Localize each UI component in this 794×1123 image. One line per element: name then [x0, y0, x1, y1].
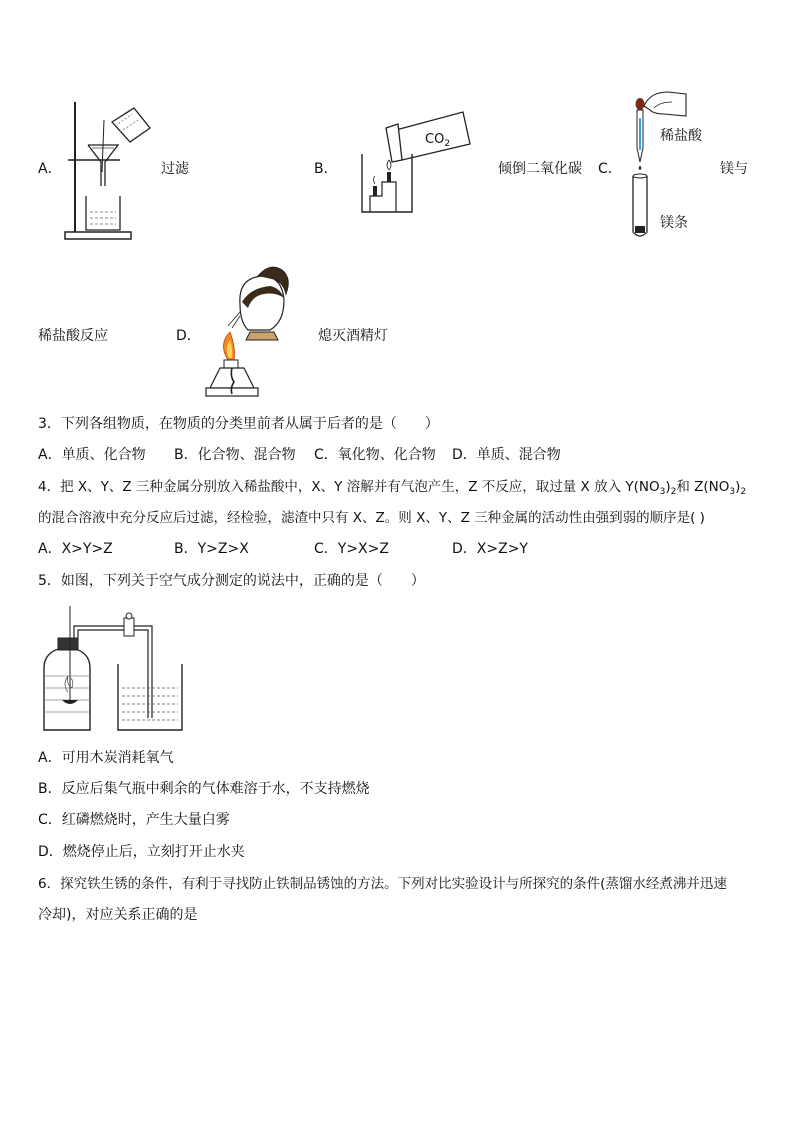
- q5-option-b: B．反应后集气瓶中剩余的气体难溶于水，不支持燃烧: [38, 781, 370, 797]
- q4-option-a: A．X>Y>Z: [38, 541, 113, 557]
- option-b-letter: B．: [314, 161, 338, 177]
- q6-stem-line2: 冷却)，对应关系正确的是: [38, 907, 198, 923]
- q6-stem-line1: 6．探究铁生锈的条件，有利于寻找防止铁制品锈蚀的方法。下列对比实验设计与所探究的条件(蒸馏水经煮沸并迅速: [38, 876, 727, 892]
- blowing-alcohol-lamp-figure: [200, 264, 300, 402]
- q3-option-a: A．单质、化合物: [38, 447, 146, 463]
- q4-option-b: B．Y>Z>X: [174, 541, 249, 557]
- q3-option-d: D．单质、混合物: [452, 447, 561, 463]
- air-composition-apparatus-figure: [40, 606, 190, 734]
- pour-co2-figure: [358, 108, 473, 218]
- q5-option-c: C．红磷燃烧时，产生大量白雾: [38, 812, 230, 828]
- option-a-text: 过滤: [161, 161, 189, 177]
- option-c-text: 镁与: [720, 161, 748, 177]
- q5-stem: 5．如图，下列关于空气成分测定的说法中，正确的是（ ）: [38, 573, 425, 589]
- q3-option-c: C．氧化物、化合物: [314, 447, 436, 463]
- option-b-text: 倾倒二氧化碳: [498, 161, 582, 177]
- q5-option-d: D．燃烧停止后，立刻打开止水夹: [38, 844, 245, 860]
- q4-option-d: D．X>Z>Y: [452, 541, 528, 557]
- q4-option-c: C．Y>X>Z: [314, 541, 389, 557]
- label-magnesium-strip: 镁条: [660, 215, 688, 231]
- q5-option-a: A．可用木炭消耗氧气: [38, 750, 174, 766]
- option-d-letter: D．: [176, 328, 201, 344]
- option-c-letter: C．: [598, 161, 622, 177]
- option-c-text-cont: 稀盐酸反应: [38, 328, 108, 344]
- co2-bottle-label: $CO_2$: [425, 132, 451, 149]
- q4-stem-line1: 4．把 X、Y、Z 三种金属分别放入稀盐酸中，X、Y 溶解并有气泡产生，Z 不反应，取过量 X 放入 $Y(NO_3)_2$和 $Z(NO_3)_2$: [38, 479, 747, 497]
- q3-stem: 3．下列各组物质，在物质的分类里前者从属于后者的是（ ）: [38, 416, 439, 432]
- label-dilute-hcl: 稀盐酸: [660, 128, 702, 144]
- option-a-letter: A．: [38, 161, 62, 177]
- filtration-apparatus-figure: [60, 100, 160, 242]
- q3-option-b: B．化合物、混合物: [174, 447, 296, 463]
- option-d-text: 熄灭酒精灯: [318, 328, 388, 344]
- q4-stem-line2: 的混合溶液中充分反应后过滤，经检验，滤渣中只有 X、Z。则 X、Y、Z 三种金属的活动性由强到弱的顺序是( ): [38, 510, 705, 526]
